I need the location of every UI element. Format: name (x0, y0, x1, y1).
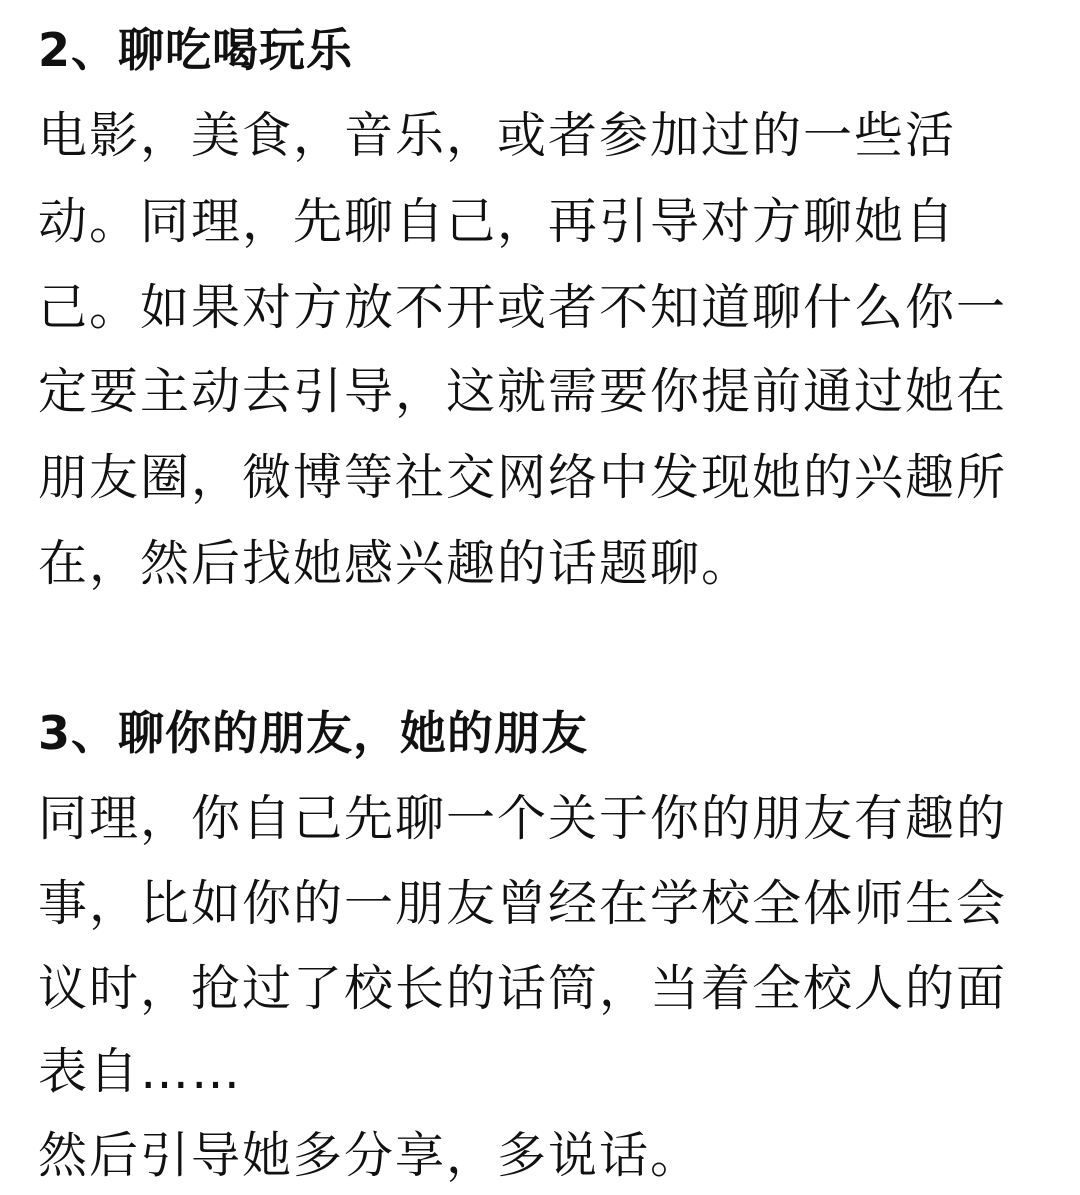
paragraph-line: 表自…… (38, 1043, 243, 1100)
paragraph-line: 然后引导她多分享，多说话。 (38, 1127, 702, 1184)
section-heading: 3、聊你的朋友，她的朋友 (38, 706, 589, 760)
paragraph-line: 动。同理，先聊自己，再引导对方聊她自 (38, 193, 957, 250)
paragraph-line: 事，比如你的一朋友曾经在学校全体师生会 (38, 875, 1008, 932)
paragraph-line: 议时，抢过了校长的话筒，当着全校人的面 (38, 960, 1008, 1017)
section-heading: 2、聊吃喝玩乐 (38, 23, 354, 77)
paragraph-line: 定要主动去引导，这就需要你提前通过她在 (38, 363, 1008, 420)
paragraph-line: 朋友圈，微博等社交网络中发现她的兴趣所 (38, 449, 1008, 506)
paragraph-line: 己。如果对方放不开或者不知道聊什么你一 (38, 279, 1008, 336)
paragraph-line: 在，然后找她感兴趣的话题聊。 (38, 535, 753, 592)
paragraph-line: 电影，美食，音乐，或者参加过的一些活 (38, 107, 957, 164)
paragraph-line: 同理，你自己先聊一个关于你的朋友有趣的 (38, 790, 1008, 847)
